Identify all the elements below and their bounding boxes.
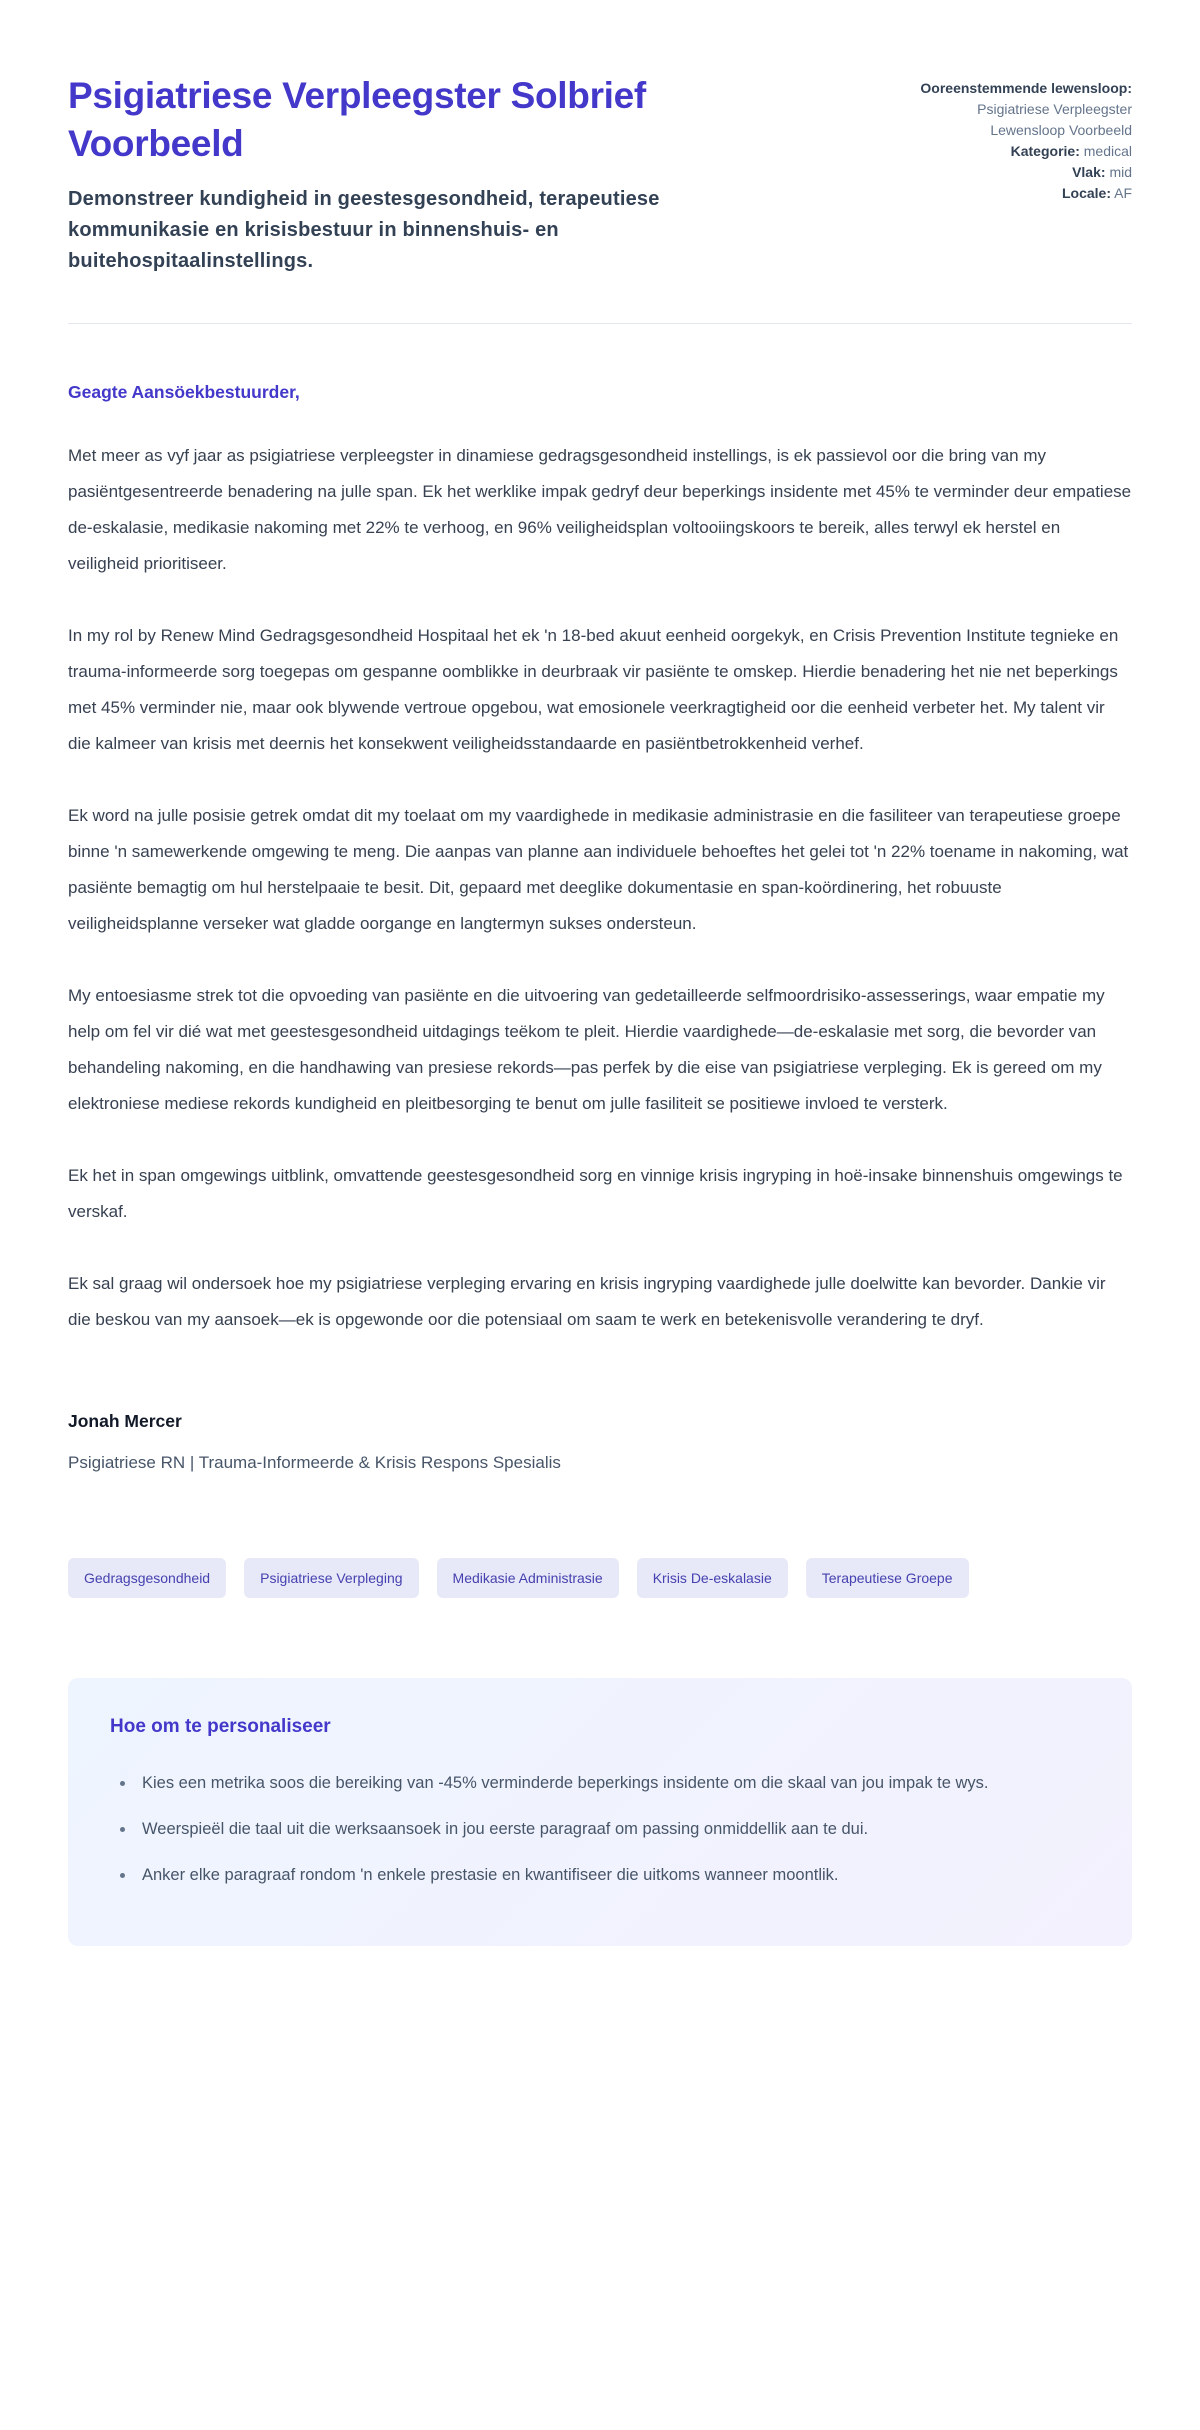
header-divider [68,323,1132,324]
letter-paragraph: Ek word na julle posisie getrek omdat dit my toelaat om my vaardighede in medikasie administrasie en die fasiliteer van terapeutiese groepe binne 'n samewerkende omgewing te meng. Die aanpas van planne aan individuele behoeftes het gelei tot 'n 22% toename in nakoming, wat pasiënte bemagtig om hul herstelpaaie te besit. Dit, gepaard met deeglike dokumentasie en span-koördinering, het robuuste veiligheidsplanne verseker wat gladde oorgange en langtermyn sukses ondersteun. [68,806,1129,933]
tag-list [68,1558,1132,1598]
letter-paragraph: Ek sal graag wil ondersoek hoe my psigiatriese verpleging ervaring en krisis ingryping vaardighede julle doelwitte kan bevorder. Dankie vir die beskou van my aansoek—ek is opgewonde oor die potensiaal om saam te werk en betekenisvolle verandering te dryf. [68,1274,1106,1329]
meta-row-category [902,141,1132,162]
meta-block [902,72,1132,204]
salutation: Geagte Aansöekbestuurder, [68,382,300,402]
tag-chip[interactable]: Krisis De-eskalasie [637,1558,788,1598]
signature-title: Psigiatriese RN | Trauma-Informeerde & Krisis Respons Spesialis [68,1453,561,1472]
page-header [68,72,1132,277]
meta-label: Kategorie: [1010,143,1080,159]
letter-paragraph: In my rol by Renew Mind Gedragsgesondheid Hospitaal het ek 'n 18-bed akuut eenheid oorgekyk, en Crisis Prevention Institute tegnieke en trauma-informeerde sorg toegepas om gespanne oomblikke in deurbraak vir pasiënte te omskep. Hierdie benadering het nie net beperkings met 45% verminder nie, maar ook blywende vertroue opgebou, wat emosionele veerkragtigheid oor die eenheid verbeter het. My talent vir die kalmeer van krisis met deernis het konsekwent veiligheidsstandaarde en pasiëntbetrokkenheid verhef. [68,626,1119,753]
tag-chip[interactable]: Terapeutiese Groepe [806,1558,969,1598]
personalize-tip: • Kies een metrika soos die bereiking van -45% verminderde beperkings insidente om die skaal van jou impak te wys. [136,1766,1090,1800]
meta-label: Vlak: [1072,164,1106,180]
meta-value: mid [1109,164,1132,180]
letter-paragraph: My entoesiasme strek tot die opvoeding van pasiënte en die uitvoering van gedetailleerde selfmoordrisiko-assesserings, waar empatie my help om fel vir dié wat met geestesgesondheid uitdagings teëkom te pleit. Hierdie vaardighede—de-eskalasie met sorg, die bevorder van behandeling nakoming, en die handhawing van presiese rekords—pas perfek by die eise van psigiatriese verpleging. Ek is gereed om my elektroniese mediese rekords kundigheid en pleitbesorging te benut om julle fasiliteit se positiewe invloed te versterk. [68,986,1105,1113]
tag-chip[interactable]: Psigiatriese Verpleging [244,1558,418,1598]
letter-paragraph: Ek het in span omgewings uitblink, omvattende geestesgesondheid sorg en vinnige krisis ingryping in hoë-insake binnenshuis omgewings te verskaf. [68,1166,1123,1221]
personalize-title: Hoe om te personaliseer [110,1716,331,1737]
letter-body [68,378,1132,1476]
page-subtitle: Demonstreer kundigheid in geestesgesondheid, terapeutiese kommunikasie en krisisbestuur in binnenshuis- en buitehospitaalinstellings. [68,188,660,272]
signature-name: Jonah Mercer [68,1411,182,1431]
personalize-tips-list [136,1766,1090,1892]
tag-chip[interactable]: Medikasie Administrasie [437,1558,619,1598]
meta-row-matching-resume [902,78,1132,141]
tag-chip[interactable]: Gedragsgesondheid [68,1558,226,1598]
meta-row-locale [902,183,1132,204]
personalize-panel [68,1678,1132,1946]
meta-value: Psigiatriese Verpleegster Lewensloop Voorbeeld [977,101,1132,138]
meta-row-level [902,162,1132,183]
meta-label: Ooreenstemmende lewensloop: [920,80,1132,96]
meta-value: AF [1114,185,1132,201]
personalize-tip: • Weerspieël die taal uit die werksaansoek in jou eerste paragraaf om passing onmiddellik aan te dui. [136,1812,1090,1846]
meta-label: Locale: [1061,185,1111,201]
meta-value: medical [1083,143,1132,159]
personalize-tip: • Anker elke paragraaf rondom 'n enkele prestasie en kwantifiseer die uitkoms wanneer moontlik. [136,1858,1090,1892]
letter-paragraph: Met meer as vyf jaar as psigiatriese verpleegster in dinamiese gedragsgesondheid instellings, is ek passievol oor die bring van my pasiëntgesentreerde benadering na julle span. Ek het werklike impak gedryf deur beperkings insidente met 45% te verminder deur empatiese de-eskalasie, medikasie nakoming met 22% te verhoog, en 96% veiligheidsplan voltooiingskoors te bereik, alles terwyl ek herstel en veiligheid prioritiseer. [68,446,1132,573]
page-title: Psigiatriese Verpleegster Solbrief Voorbeeld [68,75,646,164]
header-title-block [68,72,723,277]
